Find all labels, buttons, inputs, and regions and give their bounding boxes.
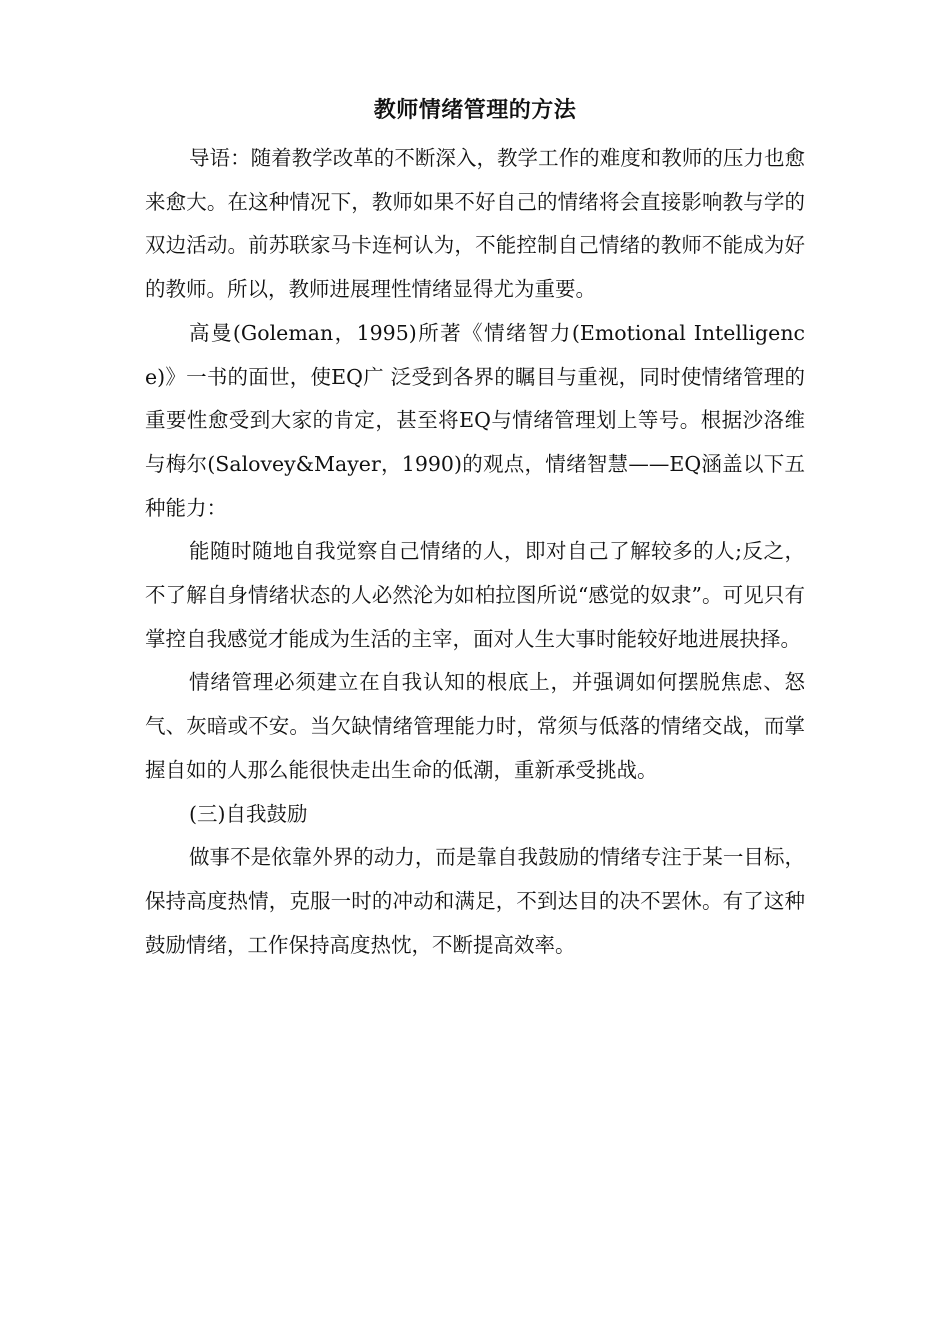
paragraph-self-motivation: 做事不是依靠外界的动力，而是靠自我鼓励的情绪专注于某一目标，保持高度热情，克服一时的冲动和满足，不到达目的决不罢休。有了这种鼓励情绪，工作保持高度热忱，不断提高效率。 [145,845,805,957]
paragraph-goleman: 高曼(Goleman，1995)所著《情绪智力(Emotional Intelligence)》一书的面世，使EQ广 泛受到各界的瞩目与重视，同时使情绪管理的重要性愈受到大家的肯定，甚至将EQ与情绪管理划上等号。根据沙洛维与梅尔(Salovey&Mayer，1990)的观点，情绪智慧——EQ涵盖以下五种能力： [145,320,805,520]
document-body [145,137,805,967]
document-title: 教师情绪管理的方法 [373,97,577,123]
paragraph-emotion-management: 情绪管理必须建立在自我认知的根底上，并强调如何摆脱焦虑、怒气、灰暗或不安。当欠缺情绪管理能力时，常须与低落的情绪交战，而掌握自如的人那么能很快走出生命的低潮，重新承受挑战。 [145,670,805,782]
paragraph-self-awareness: 能随时随地自我觉察自己情绪的人，即对自己了解较多的人;反之，不了解自身情绪状态的人必然沦为如柏拉图所说“感觉的奴隶”。可见只有掌控自我感觉才能成为生活的主宰，面对人生大事时能较好地进展抉择。 [145,539,805,651]
section-heading-self-motivation: (三)自我鼓励 [189,801,308,826]
paragraph-intro: 导语：随着教学改革的不断深入，教学工作的难度和教师的压力也愈来愈大。在这种情况下，教师如果不好自己的情绪将会直接影响教与学的双边活动。前苏联家马卡连柯认为，不能控制自己情绪的教师不能成为好的教师。所以，教师进展理性情绪显得尤为重要。 [145,146,805,302]
